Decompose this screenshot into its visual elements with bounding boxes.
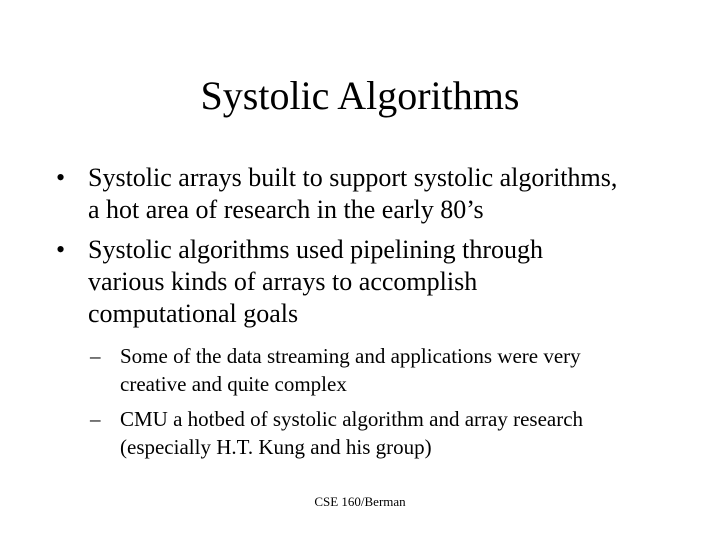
subbullet-list <box>90 342 680 468</box>
slide-title: Systolic Algorithms <box>200 73 520 118</box>
bullet-marker: • <box>56 235 66 264</box>
subbullet-line: Some of the data streaming and applications were very <box>120 344 581 368</box>
bullet-line: computational goals <box>88 299 299 328</box>
subbullet-marker: – <box>90 407 101 431</box>
bullet-line: various kinds of arrays to accomplish <box>88 267 478 296</box>
bullet-line: Systolic algorithms used pipelining through <box>88 235 543 264</box>
subbullet-marker: – <box>90 344 101 368</box>
bullet-item <box>56 234 676 330</box>
subbullet-line: CMU a hotbed of systolic algorithm and array research <box>120 407 584 431</box>
subbullet-item <box>90 342 680 398</box>
bullet-item <box>56 162 676 226</box>
subbullet-line: (especially H.T. Kung and his group) <box>120 435 432 459</box>
bullet-line: Systolic arrays built to support systolic algorithms, <box>88 163 618 192</box>
subbullet-line: creative and quite complex <box>120 372 347 396</box>
slide-footer: CSE 160/Berman <box>314 494 406 509</box>
subbullet-item <box>90 405 680 461</box>
bullet-list <box>56 162 676 338</box>
bullet-line: a hot area of research in the early 80’s <box>88 195 484 224</box>
bullet-marker: • <box>56 163 66 192</box>
